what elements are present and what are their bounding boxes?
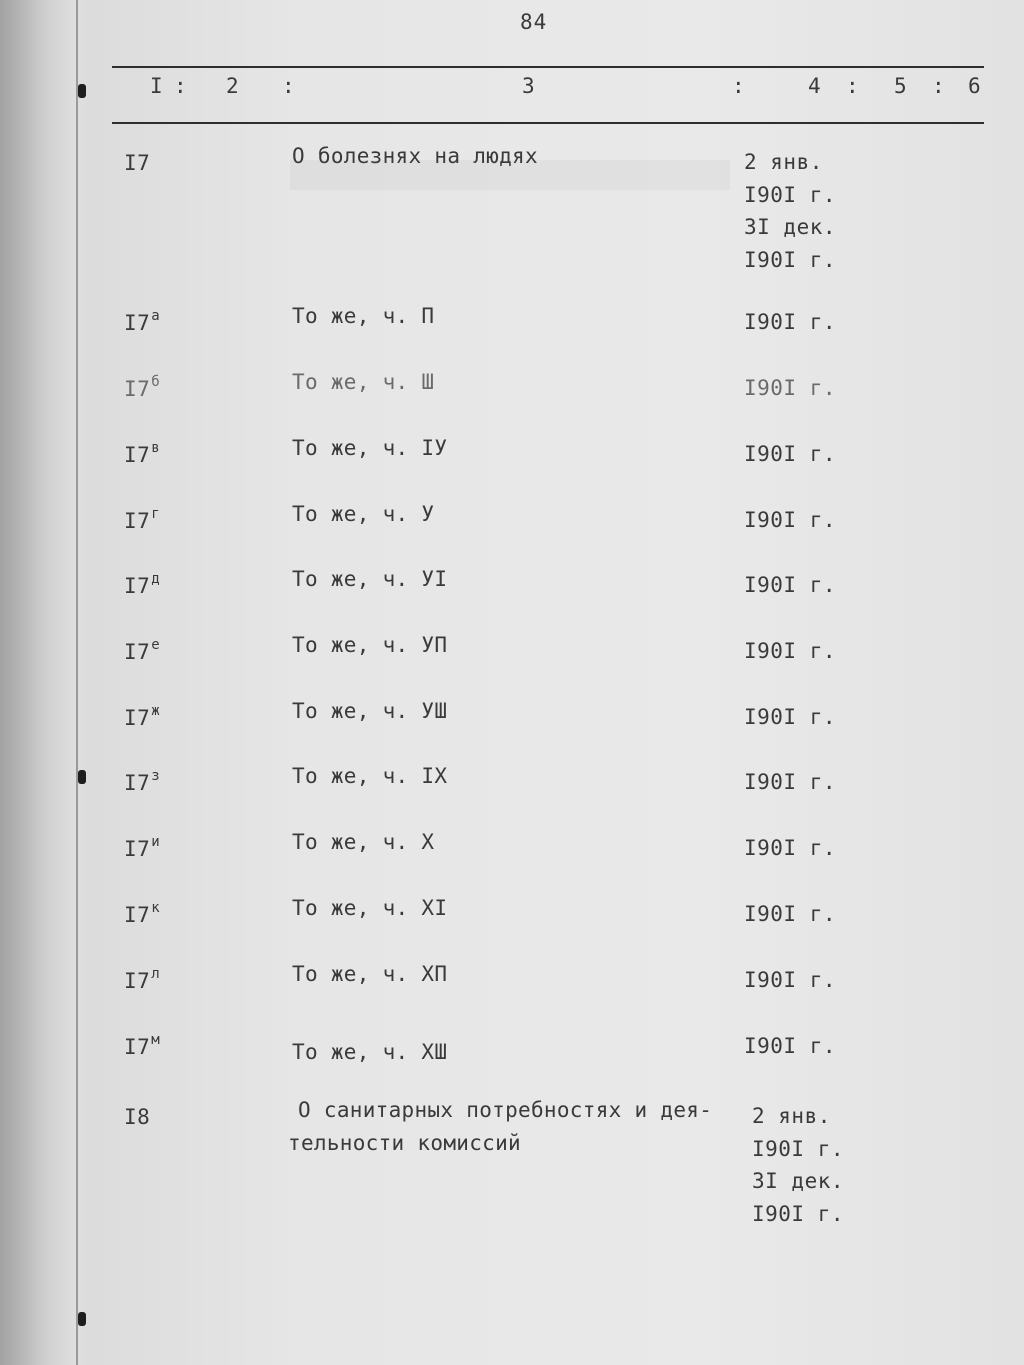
row-dates: I90I г.	[744, 1034, 837, 1058]
row-dates: I90I г.	[744, 310, 837, 334]
page-number: 84	[520, 10, 548, 34]
row-number: $I7^в$	[124, 440, 161, 467]
row-title: То же, ч. УП	[292, 633, 448, 657]
header-separator: :	[174, 74, 187, 98]
row-title: То же, ч. X	[292, 830, 435, 854]
header-col-2: 2	[226, 74, 239, 98]
row-number: $I7^д$	[124, 571, 161, 598]
row-title: То же, ч. УI	[292, 567, 448, 591]
row-number: $I7^л$	[124, 966, 161, 993]
header-top-rule	[112, 66, 984, 68]
header-col-5: 5	[894, 74, 907, 98]
row-number: $I7^б$	[124, 374, 161, 401]
row-title: То же, ч. XI	[292, 896, 448, 920]
row-dates: 2 янв. I90I г. 3I дек. I90I г.	[752, 1104, 845, 1226]
row-dates: I90I г.	[744, 376, 837, 400]
row-title: То же, ч. IX	[292, 764, 448, 788]
row-dates: I90I г.	[744, 705, 837, 729]
row-dates: I90I г.	[744, 836, 837, 860]
header-col-6: 6	[968, 74, 981, 98]
row-title: То же, ч. У	[292, 502, 435, 526]
header-separator: :	[932, 74, 945, 98]
row-title: То же, ч. IУ	[292, 436, 448, 460]
row-number: $I7^к$	[124, 900, 161, 927]
row-dates: I90I г.	[744, 508, 837, 532]
row-title: То же, ч. XШ	[292, 1040, 448, 1064]
row-number: I8	[124, 1105, 151, 1129]
row-number: $I7^и$	[124, 834, 161, 861]
row-title: То же, ч. П	[292, 304, 435, 328]
punch-hole	[78, 770, 86, 784]
table-header	[112, 74, 984, 114]
row-number: $I7^з$	[124, 768, 161, 795]
punch-hole	[78, 1312, 86, 1326]
row-number: $I7^ж$	[124, 703, 161, 730]
row-number: $I7^а$	[124, 308, 161, 335]
row-dates: I90I г.	[744, 770, 837, 794]
row-number: $I7^м$	[124, 1032, 161, 1059]
row-dates: 2 янв. I90I г. 3I дек. I90I г.	[744, 150, 837, 272]
header-col-1: I	[150, 74, 163, 98]
row-dates: I90I г.	[744, 968, 837, 992]
header-col-3: 3	[522, 74, 535, 98]
row-dates: I90I г.	[744, 639, 837, 663]
header-separator: :	[282, 74, 295, 98]
row-dates: I90I г.	[744, 573, 837, 597]
punch-hole	[78, 84, 86, 98]
row-dates: I90I г.	[744, 442, 837, 466]
row-number: $I7^г$	[124, 506, 161, 533]
row-title: То же, ч. Ш	[292, 370, 435, 394]
header-col-4: 4	[808, 74, 821, 98]
row-title: То же, ч. УШ	[292, 699, 448, 723]
row-title: То же, ч. XП	[292, 962, 448, 986]
header-separator: :	[846, 74, 859, 98]
page-fold	[76, 0, 78, 1365]
row-title: О болезнях на людях	[292, 144, 538, 168]
row-number: $I7^е$	[124, 637, 161, 664]
row-dates: I90I г.	[744, 902, 837, 926]
header-separator: :	[732, 74, 745, 98]
row-title: О санитарных потребностях и дея- тельности комиссий	[288, 1098, 713, 1155]
header-bottom-rule	[112, 122, 984, 124]
row-number: I7	[124, 151, 151, 175]
